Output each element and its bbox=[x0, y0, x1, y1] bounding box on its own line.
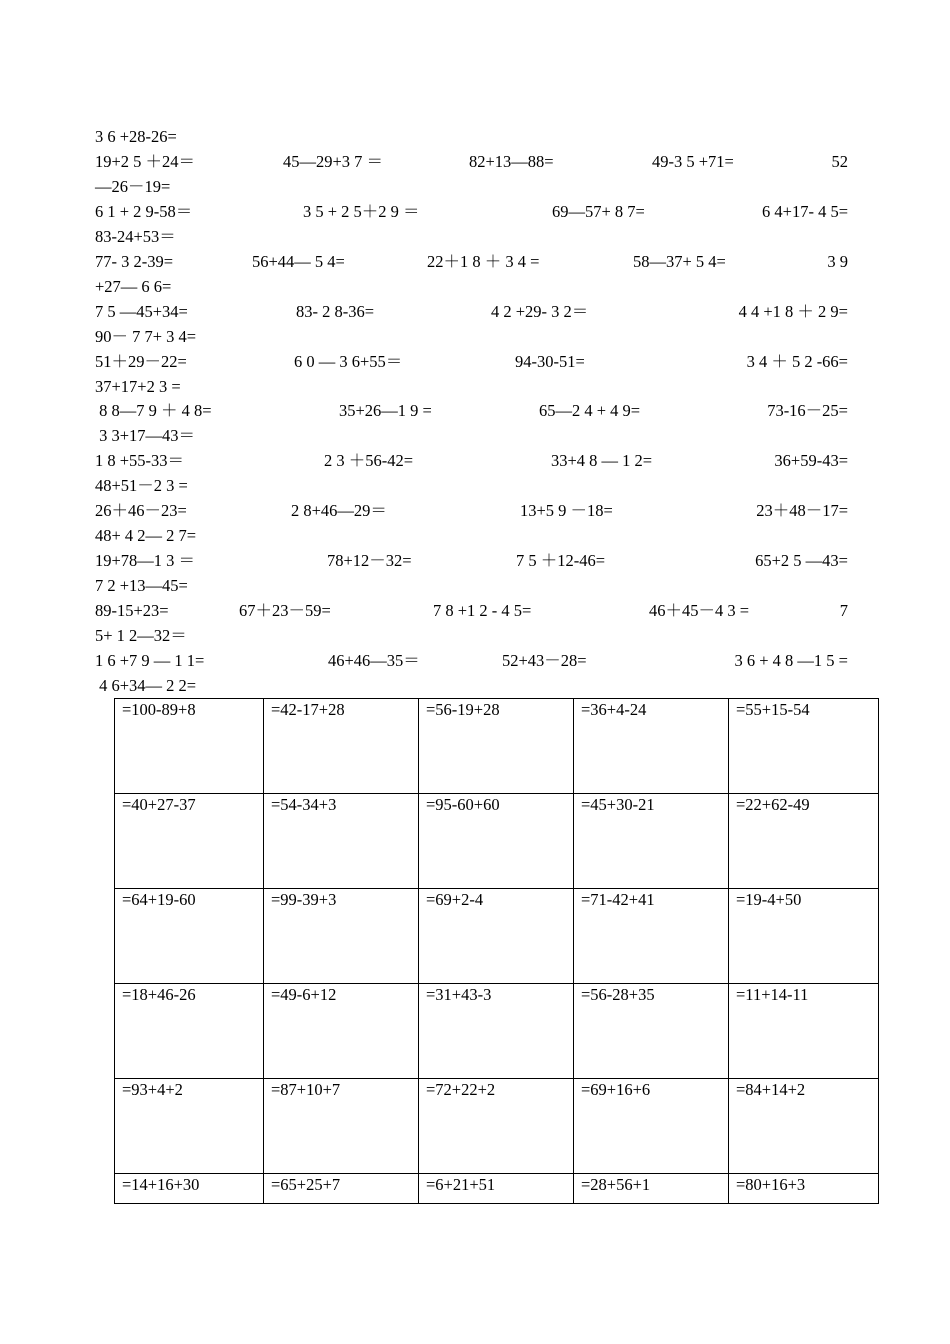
grid-cell-expression: =65+25+7 bbox=[264, 1174, 419, 1204]
exercise-expression: 19+2 5 ＋24＝ bbox=[95, 151, 196, 171]
exercise-expression: —26－19= bbox=[95, 176, 171, 196]
exercise-expression: 19+78—1 3 ＝ bbox=[95, 551, 196, 571]
grid-cell-expression: =54-34+3 bbox=[264, 794, 419, 889]
exercise-line bbox=[95, 199, 848, 224]
exercise-line bbox=[95, 174, 848, 199]
grid-cell-expression: =42-17+28 bbox=[264, 699, 419, 794]
exercise-expression: +27— 6 6= bbox=[95, 276, 172, 296]
exercise-expression: 2 8+46—29＝ bbox=[291, 501, 387, 521]
exercise-expression: 51＋29－22= bbox=[95, 351, 187, 371]
exercise-expression: 90－ 7 7+ 3 4= bbox=[95, 326, 197, 346]
exercise-expression: 89-15+23= bbox=[95, 601, 169, 621]
grid-row bbox=[115, 984, 879, 1079]
exercise-expression: 6 0 — 3 6+55＝ bbox=[294, 351, 403, 371]
grid-cell-expression: =84+14+2 bbox=[729, 1079, 879, 1174]
exercise-expression: 7 8 +1 2 - 4 5= bbox=[433, 601, 532, 621]
exercise-expression: 82+13—88= bbox=[469, 151, 554, 171]
grid-cell-expression: =72+22+2 bbox=[419, 1079, 574, 1174]
exercise-line bbox=[95, 274, 848, 299]
exercise-line bbox=[95, 648, 848, 673]
grid-row bbox=[115, 1174, 879, 1204]
exercise-expression: 56+44— 5 4= bbox=[252, 251, 345, 271]
exercise-expression: 1 8 +55-33＝ bbox=[95, 451, 185, 471]
grid-cell-expression: =11+14-11 bbox=[729, 984, 879, 1079]
grid-cell-expression: =49-6+12 bbox=[264, 984, 419, 1079]
exercise-expression: 36+59-43= bbox=[774, 451, 848, 471]
grid-cell-expression: =18+46-26 bbox=[115, 984, 264, 1079]
exercise-expression: 5+ 1 2—32＝ bbox=[95, 626, 187, 645]
exercise-expression: 37+17+2 3 = bbox=[95, 376, 181, 396]
exercise-expression: 4 2 +29- 3 2＝ bbox=[491, 301, 589, 321]
grid-cell-expression: =45+30-21 bbox=[574, 794, 729, 889]
exercise-expression: 94-30-51= bbox=[515, 351, 585, 371]
exercise-grid bbox=[114, 698, 879, 1204]
exercise-expression: 65+2 5 —43= bbox=[755, 551, 848, 571]
grid-cell-expression: =22+62-49 bbox=[729, 794, 879, 889]
exercise-line bbox=[95, 124, 848, 149]
grid-cell-expression: =100-89+8 bbox=[115, 699, 264, 794]
exercise-line bbox=[95, 448, 848, 473]
exercise-expression: 52 bbox=[831, 151, 848, 171]
exercise-line bbox=[95, 573, 848, 598]
grid-cell-expression: =55+15-54 bbox=[729, 699, 879, 794]
exercise-expression: 4 4 +1 8 ＋ 2 9= bbox=[738, 301, 848, 321]
exercise-expression: 3 5 + 2 5＋2 9 ＝ bbox=[303, 201, 420, 221]
exercise-line bbox=[95, 324, 848, 349]
exercise-expression: 58—37+ 5 4= bbox=[633, 251, 726, 271]
grid-cell-expression: =93+4+2 bbox=[115, 1079, 264, 1174]
exercise-line bbox=[95, 598, 848, 623]
exercise-expression: 22＋1 8 ＋ 3 4 = bbox=[427, 251, 540, 271]
exercise-expression: 3 6 + 4 8 —1 5 = bbox=[734, 650, 848, 670]
exercise-line bbox=[95, 349, 848, 374]
exercise-expression: 83-24+53＝ bbox=[95, 226, 176, 246]
exercise-expression: 2 3 ＋56-42= bbox=[324, 451, 414, 471]
exercise-line bbox=[95, 673, 848, 698]
exercise-line bbox=[95, 398, 848, 423]
exercise-expression: 45—29+3 7 ＝ bbox=[283, 151, 384, 171]
exercise-expression: 83- 2 8-36= bbox=[296, 301, 375, 321]
grid-cell-expression: =71-42+41 bbox=[574, 889, 729, 984]
exercise-expression: 26＋46－23= bbox=[95, 501, 187, 521]
exercise-expression: 3 3+17—43＝ bbox=[95, 426, 196, 446]
exercise-line bbox=[95, 523, 848, 548]
exercise-expression: 7 2 +13—45= bbox=[95, 576, 188, 596]
grid-row bbox=[115, 794, 879, 889]
grid-cell-expression: =6+21+51 bbox=[419, 1174, 574, 1204]
exercise-expression: 7 5 ＋12-46= bbox=[516, 551, 606, 571]
exercise-expression: 77- 3 2-39= bbox=[95, 251, 174, 271]
exercise-expression: 13+5 9 －18= bbox=[520, 501, 613, 521]
exercise-expression: 23＋48－17= bbox=[756, 501, 848, 521]
exercise-line bbox=[95, 623, 848, 648]
grid-row bbox=[115, 889, 879, 984]
grid-cell-expression: =99-39+3 bbox=[264, 889, 419, 984]
exercise-line bbox=[95, 374, 848, 399]
exercise-expression: 46+46—35＝ bbox=[328, 650, 420, 670]
exercise-line bbox=[95, 149, 848, 174]
exercise-line bbox=[95, 224, 848, 249]
exercise-expression: 3 4 ＋ 5 2 -66= bbox=[746, 351, 848, 371]
exercise-expression: 3 9 bbox=[827, 251, 848, 271]
exercise-expression: 49-3 5 +71= bbox=[652, 151, 734, 171]
grid-cell-expression: =28+56+1 bbox=[574, 1174, 729, 1204]
exercise-expression: 73-16－25= bbox=[767, 401, 848, 421]
grid-cell-expression: =56-28+35 bbox=[574, 984, 729, 1079]
exercise-line bbox=[95, 498, 848, 523]
exercise-expression: 7 bbox=[839, 601, 848, 621]
exercise-line bbox=[95, 473, 848, 498]
grid-cell-expression: =40+27-37 bbox=[115, 794, 264, 889]
exercise-expression: 3 6 +28-26= bbox=[95, 127, 177, 146]
grid-cell-expression: =69+16+6 bbox=[574, 1079, 729, 1174]
exercise-line bbox=[95, 249, 848, 274]
grid-cell-expression: =69+2-4 bbox=[419, 889, 574, 984]
exercise-expression: 65—2 4 + 4 9= bbox=[539, 401, 641, 421]
exercise-line bbox=[95, 548, 848, 573]
exercise-expression: 48+ 4 2— 2 7= bbox=[95, 526, 197, 546]
exercise-expression: 6 1 + 2 9-58＝ bbox=[95, 201, 193, 221]
grid-cell-expression: =64+19-60 bbox=[115, 889, 264, 984]
exercise-expression: 46＋45－4 3 = bbox=[649, 601, 750, 621]
grid-cell-expression: =56-19+28 bbox=[419, 699, 574, 794]
grid-cell-expression: =14+16+30 bbox=[115, 1174, 264, 1204]
exercise-expression: 52+43－28= bbox=[502, 650, 587, 670]
grid-row bbox=[115, 1079, 879, 1174]
exercise-expression: 48+51－2 3 = bbox=[95, 476, 188, 496]
exercise-expression: 1 6 +7 9 — 1 1= bbox=[95, 650, 205, 670]
grid-cell-expression: =36+4-24 bbox=[574, 699, 729, 794]
exercise-expression: 4 6+34— 2 2= bbox=[95, 675, 197, 695]
grid-cell-expression: =95-60+60 bbox=[419, 794, 574, 889]
exercise-expression: 35+26—1 9 = bbox=[339, 401, 432, 421]
grid-cell-expression: =87+10+7 bbox=[264, 1079, 419, 1174]
exercise-line bbox=[95, 299, 848, 324]
grid-cell-expression: =80+16+3 bbox=[729, 1174, 879, 1204]
exercise-line bbox=[95, 423, 848, 448]
exercise-expression: 78+12－32= bbox=[327, 551, 412, 571]
exercise-expression: 67＋23－59= bbox=[239, 601, 331, 621]
grid-row bbox=[115, 699, 879, 794]
grid-cell-expression: =31+43-3 bbox=[419, 984, 574, 1079]
exercise-expression: 33+4 8 — 1 2= bbox=[551, 451, 653, 471]
grid-cell-expression: =19-4+50 bbox=[729, 889, 879, 984]
exercise-expression: 8 8—7 9 ＋ 4 8= bbox=[95, 401, 212, 421]
exercise-expression: 6 4+17- 4 5= bbox=[762, 201, 848, 221]
exercise-expression: 69—57+ 8 7= bbox=[552, 201, 645, 221]
exercise-expression: 7 5 —45+34= bbox=[95, 301, 188, 321]
